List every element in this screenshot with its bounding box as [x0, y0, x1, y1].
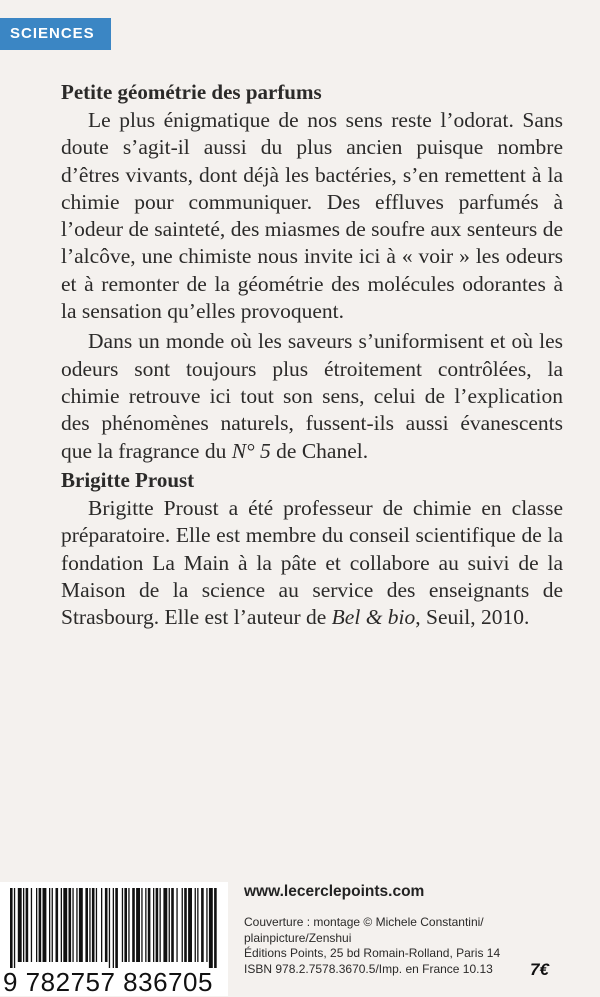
description-paragraph-1: Le plus énigmatique de nos sens reste l’odorat. Sans doute s’agit-il aussi du plus ancien puisque nombre d’êtres vivants, dont déjà les bactéries, s’en remettent à la chimie pour communiquer. Des effluves parfumés à l’odeur de sainteté, des miasmes de soufre aux senteurs de l’alcôve, une chimiste nous invite ici à « voir » les odeurs et à remonter de la géométrie des molécules odorantes à la sensation qu’elles provoquent. — [61, 108, 563, 324]
price: 7€ — [530, 960, 549, 979]
barcode-bar — [113, 888, 114, 968]
barcode-bar — [156, 888, 159, 962]
barcode-bar — [56, 888, 59, 962]
paragraph-2-end: de Chanel. — [270, 438, 369, 463]
barcode-bar — [184, 888, 187, 962]
barcode-bar — [43, 888, 47, 962]
barcode-bar — [209, 888, 213, 968]
cover-credit-line-2: plainpicture/Zenshui — [244, 930, 352, 945]
barcode-bar — [105, 888, 108, 962]
barcode-bar — [171, 888, 174, 962]
barcode-bar — [169, 888, 170, 962]
publisher-address: Éditions Points, 25 bd Romain-Rolland, Paris 14 — [244, 946, 501, 960]
book-description — [61, 80, 563, 465]
barcode-bar — [176, 888, 177, 962]
perfume-name: N° 5 — [231, 438, 271, 463]
barcode-bar — [195, 888, 196, 962]
barcode-bar — [201, 888, 204, 962]
barcode-bar — [124, 888, 127, 962]
barcode-number: 9 782757 836705 — [3, 967, 213, 997]
author-bio — [61, 495, 563, 631]
barcode-bar — [188, 888, 192, 962]
barcode-bar — [61, 888, 62, 962]
barcode-bar — [136, 888, 140, 962]
barcode — [0, 882, 228, 996]
author-section — [61, 468, 563, 631]
barcode-bar — [115, 888, 118, 968]
barcode-bar — [128, 888, 129, 962]
barcode-bar — [89, 888, 90, 962]
barcode-bar — [197, 888, 198, 962]
barcode-bar — [23, 888, 24, 962]
book-title: Petite géométrie des parfums — [61, 80, 322, 104]
barcode-bar — [132, 888, 135, 962]
barcode-bar — [96, 888, 97, 962]
barcode-bar — [49, 888, 50, 962]
barcode-bar — [153, 888, 154, 962]
paragraph-2-text: Dans un monde où les saveurs s’uniformisent et où les odeurs sont toujours plus étroitement contrôlées, la chimie retrouve ici tout son sens, celui de l’explication des phénomènes naturels, fussent-ils aussi évanescents que la fragrance du — [61, 329, 563, 463]
barcode-bar — [26, 888, 29, 962]
description-paragraph-2 — [61, 328, 563, 464]
author-bio-end: , Seuil, 2010. — [415, 605, 530, 630]
barcode-bar — [52, 888, 53, 962]
barcode-bar — [101, 888, 102, 962]
barcode-bar — [10, 888, 13, 968]
category-label: SCIENCES — [10, 25, 95, 42]
publisher-url: www.lecerclepoints.com — [244, 883, 425, 900]
barcode-bar — [109, 888, 110, 968]
cover-credit-line-1: Couverture : montage © Michele Constantini/ — [244, 915, 484, 929]
barcode-bar — [85, 888, 88, 962]
barcode-bar — [148, 888, 151, 962]
book-reference: Bel & bio — [331, 605, 416, 630]
author-bio-text: Brigitte Proust a été professeur de chimie en classe préparatoire. Elle est membre du conseil scientifique de la fondation La Main à la pâte et collabore au suivi de la Maison de la science au service des enseignants de Strasbourg. Elle est l’auteur de — [61, 496, 563, 630]
barcode-bar — [163, 888, 167, 962]
barcode-bar — [18, 888, 22, 962]
credits-block — [244, 915, 524, 977]
barcode-bar — [214, 888, 217, 968]
barcode-bar — [141, 888, 142, 962]
barcode-bar — [160, 888, 161, 962]
barcode-bar — [122, 888, 123, 962]
barcode-bar — [92, 888, 95, 962]
barcode-bar — [145, 888, 146, 962]
isbn-line: ISBN 978.2.7578.3670.5/Imp. en France 10.13 — [244, 961, 493, 976]
barcode-bar — [76, 888, 77, 962]
category-tab — [0, 18, 111, 50]
barcode-bar — [36, 888, 37, 962]
barcode-bar — [79, 888, 83, 962]
barcode-bar — [206, 888, 207, 962]
barcode-bar — [14, 888, 15, 968]
barcode-bar — [182, 888, 183, 962]
barcode-bar — [69, 888, 72, 962]
barcode-bar — [31, 888, 32, 962]
barcode-bar — [63, 888, 67, 962]
barcode-bar — [72, 888, 73, 962]
barcode-bars — [10, 888, 218, 968]
author-heading: Brigitte Proust — [61, 468, 195, 492]
barcode-bar — [39, 888, 42, 962]
